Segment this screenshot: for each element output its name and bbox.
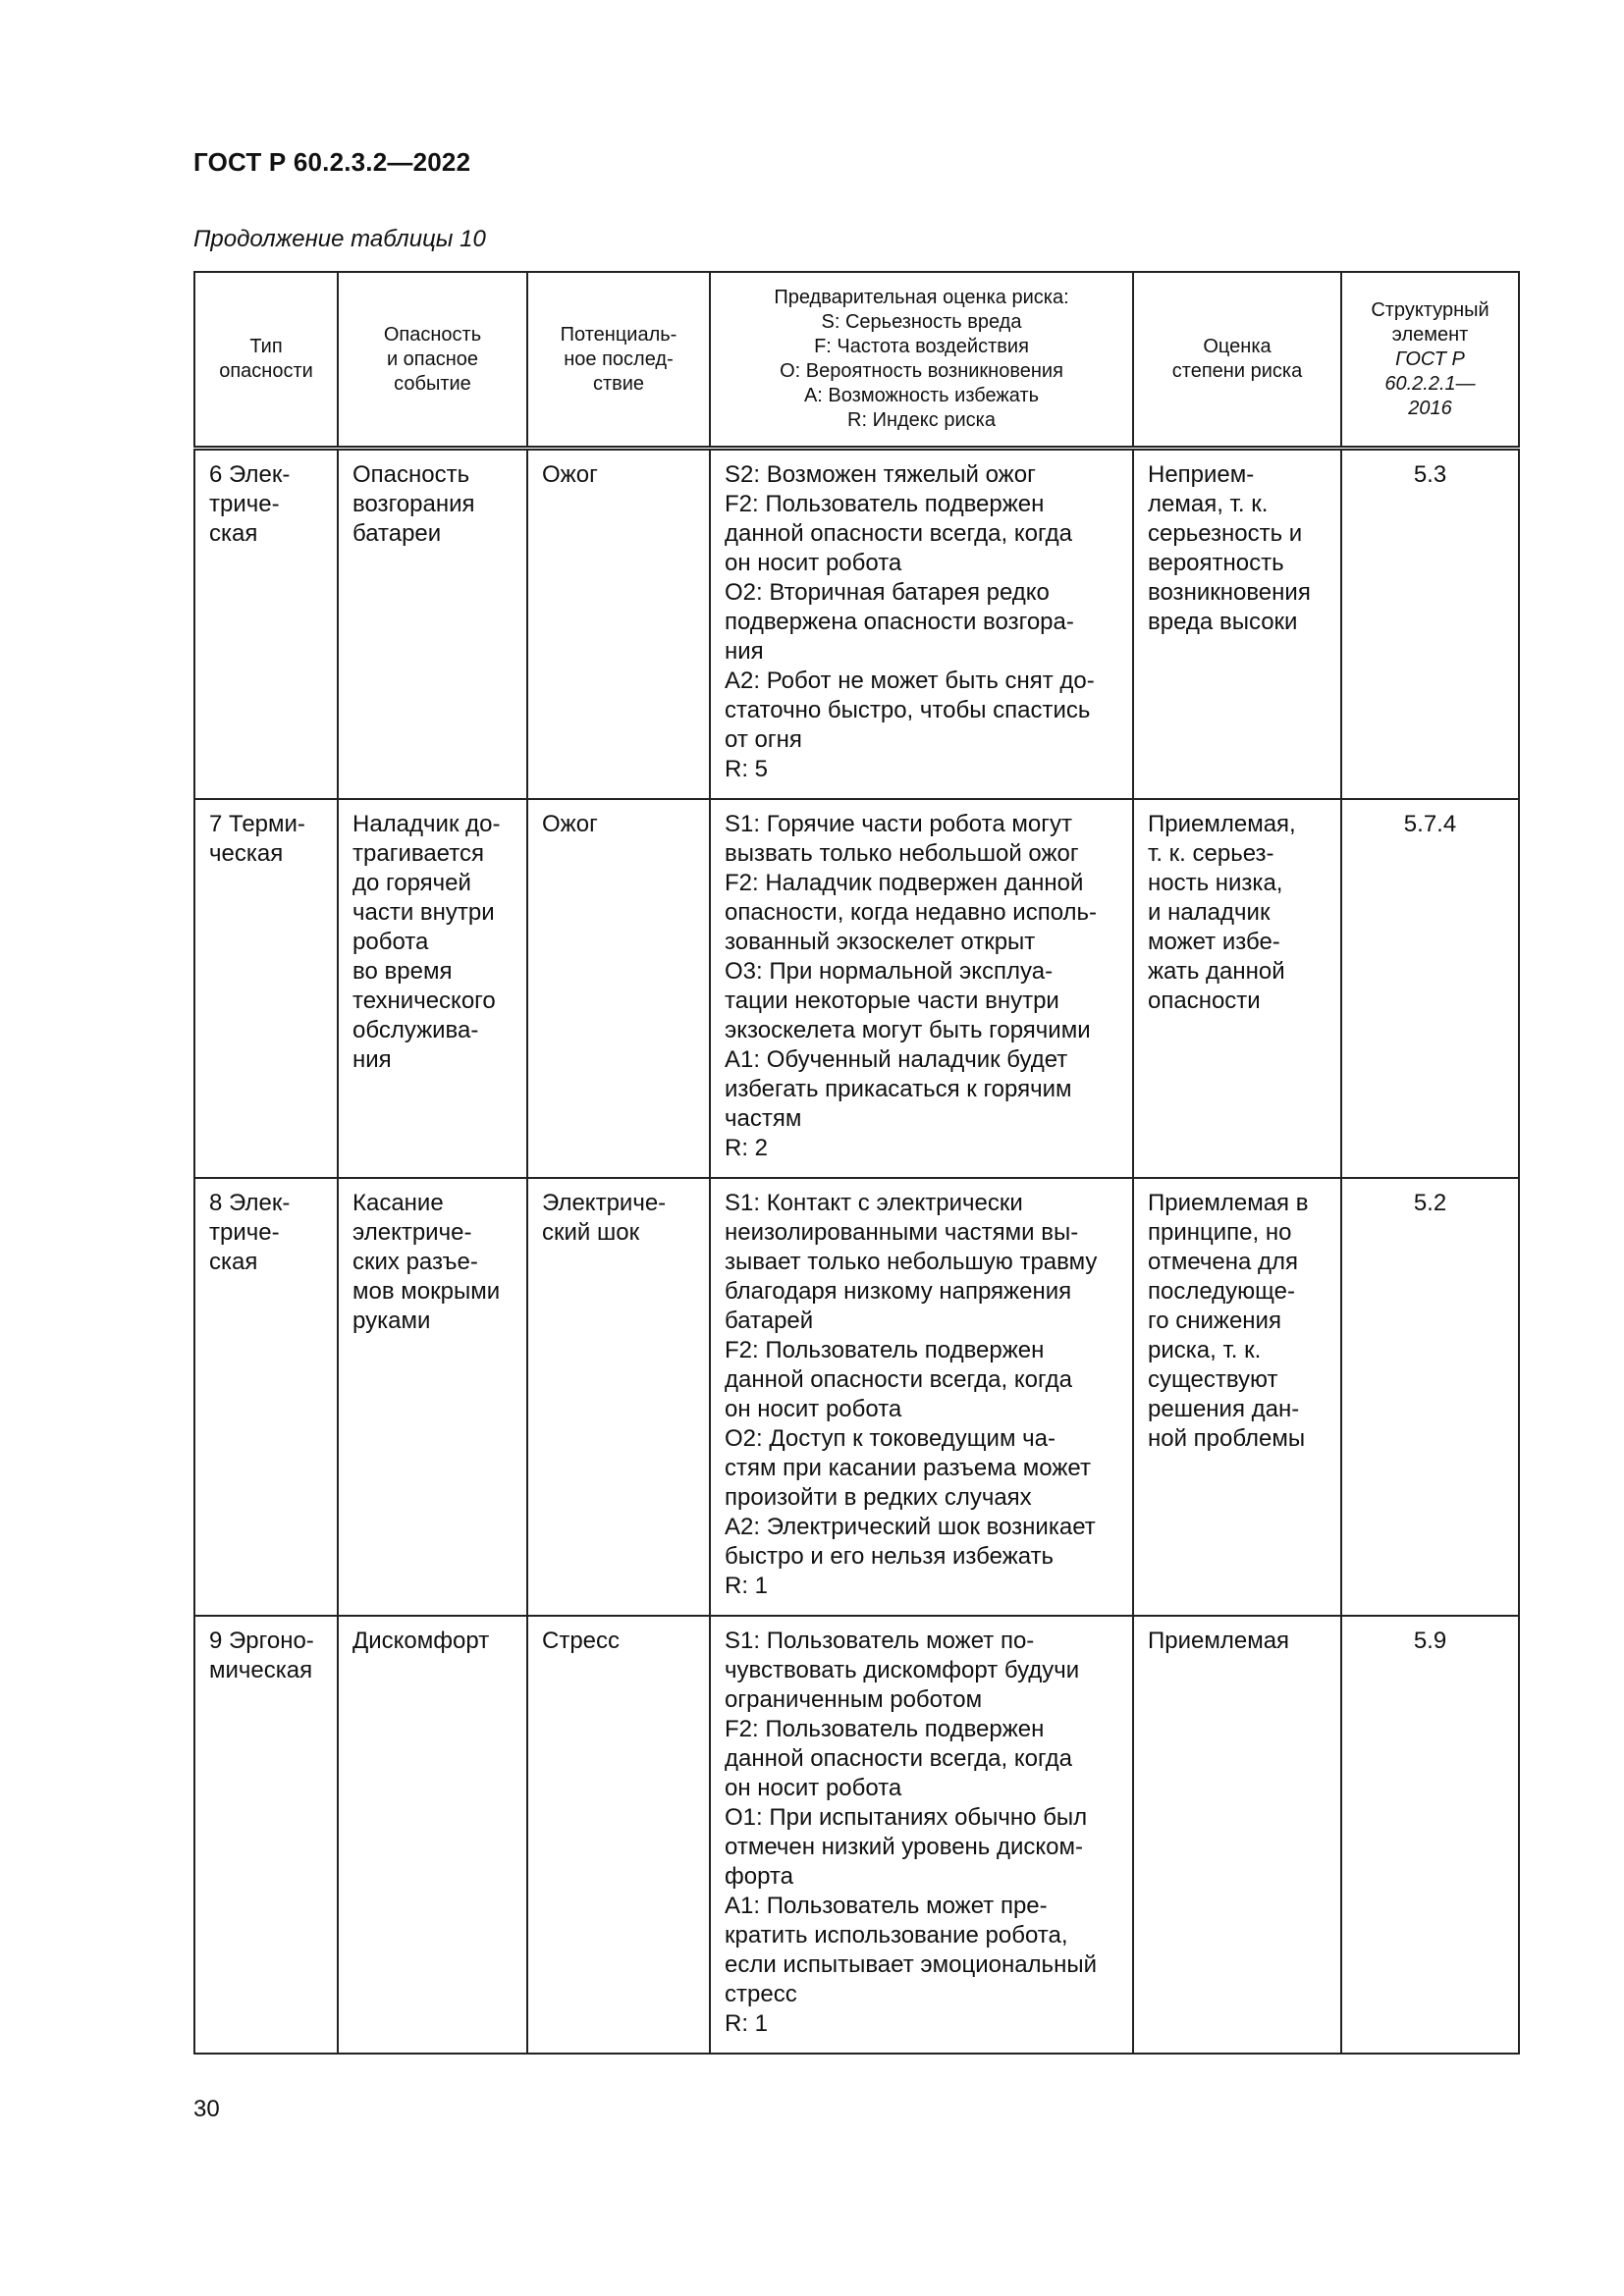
cell-hazard-event: Наладчик до- трагивается до горячей части внутри робота во время технического обслужива- ния: [338, 799, 527, 1178]
cell-consequence: Ожог: [527, 449, 710, 800]
cell-hazard-event: Опасность возгорания батареи: [338, 449, 527, 800]
cell-consequence: Электриче- ский шок: [527, 1178, 710, 1616]
header-element-standard: ГОСТ Р 60.2.2.1— 2016: [1384, 347, 1476, 419]
cell-risk-evaluation: Неприем- лемая, т. к. серьезность и вероятность возникновения вреда высоки: [1133, 449, 1341, 800]
cell-hazard-type: 9 Эргоно- мическая: [194, 1616, 338, 2054]
header-element-line: Структурный: [1371, 298, 1489, 321]
table-caption: Продолжение таблицы 10: [193, 226, 486, 252]
cell-hazard-event: Касание электриче- ских разъе- мов мокрыми руками: [338, 1178, 527, 1616]
cell-consequence: Ожог: [527, 799, 710, 1178]
header-risk-assessment: [710, 272, 1133, 449]
cell-hazard-event: Дискомфорт: [338, 1616, 527, 2054]
table-header-row: [194, 272, 1519, 449]
page-number: 30: [193, 2096, 220, 2122]
cell-risk-assessment: S1: Горячие части робота могут вызвать только небольшой ожог F2: Наладчик подвержен данной опасности, когда недавно исполь- зованный экзоскелет открыт O3: При нормальной эксплуа- тации некоторые части внутри экзоскелета могут быть горячими A1: Обученный наладчик будет избегать прикасаться к горячим частям R: 2: [710, 799, 1133, 1178]
header-consequence: Потенциаль- ное послед- ствие: [527, 272, 710, 449]
header-assessment-line: R: Индекс риска: [847, 409, 996, 431]
cell-hazard-type: 7 Терми- ческая: [194, 799, 338, 1178]
table-row: [194, 1616, 1519, 2054]
cell-risk-evaluation: Приемлемая в принципе, но отмечена для последующе- го снижения риска, т. к. существуют решения дан- ной проблемы: [1133, 1178, 1341, 1616]
header-element-line: элемент: [1391, 323, 1469, 346]
table-row: [194, 1178, 1519, 1616]
table-row: [194, 799, 1519, 1178]
cell-risk-evaluation: Приемлемая, т. к. серьез- ность низка, и наладчик может избе- жать данной опасности: [1133, 799, 1341, 1178]
cell-risk-evaluation: Приемлемая: [1133, 1616, 1341, 2054]
cell-structural-element: 5.3: [1341, 449, 1519, 800]
cell-risk-assessment: S2: Возможен тяжелый ожог F2: Пользователь подвержен данной опасности всегда, когда он носит робота O2: Вторичная батарея редко подвержена опасности возгора- ния A2: Робот не может быть снят до- статочно быстро, чтобы спастись от огня R: 5: [710, 449, 1133, 800]
header-hazard-event: Опасность и опасное событие: [338, 272, 527, 449]
document-header: ГОСТ Р 60.2.3.2—2022: [193, 147, 471, 177]
cell-risk-assessment: S1: Пользователь может по- чувствовать дискомфорт будучи ограниченным роботом F2: Пользователь подвержен данной опасности всегда, когда он носит робота O1: При испытаниях обычно был отмечен низкий уровень диском- форта A1: Пользователь может пре- кратить использование робота, если испытывает эмоциональный стресс R: 1: [710, 1616, 1133, 2054]
cell-structural-element: 5.2: [1341, 1178, 1519, 1616]
header-assessment-line: F: Частота воздействия: [814, 336, 1029, 357]
cell-structural-element: 5.9: [1341, 1616, 1519, 2054]
risk-assessment-table: [193, 271, 1520, 2055]
header-risk-evaluation: Оценка степени риска: [1133, 272, 1341, 449]
cell-consequence: Стресс: [527, 1616, 710, 2054]
header-assessment-line: S: Серьезность вреда: [821, 311, 1022, 333]
header-assessment-line: A: Возможность избежать: [803, 385, 1040, 406]
header-hazard-type: Тип опасности: [194, 272, 338, 449]
header-structural-element: [1341, 272, 1519, 449]
cell-hazard-type: 8 Элек- триче- ская: [194, 1178, 338, 1616]
cell-hazard-type: 6 Элек- триче- ская: [194, 449, 338, 800]
cell-risk-assessment: S1: Контакт с электрически неизолированными частями вы- зывает только небольшую травму благодаря низкому напряжения батарей F2: Пользователь подвержен данной опасности всегда, когда он носит робота O2: Доступ к токоведущим ча- стям при касании разъема может произойти в редких случаях A2: Электрический шок возникает быстро и его нельзя избежать R: 1: [710, 1178, 1133, 1616]
table-row: [194, 449, 1519, 800]
header-assessment-line: O: Вероятность возникновения: [780, 360, 1063, 382]
header-assessment-title: Предварительная оценка риска:: [774, 287, 1069, 308]
cell-structural-element: 5.7.4: [1341, 799, 1519, 1178]
